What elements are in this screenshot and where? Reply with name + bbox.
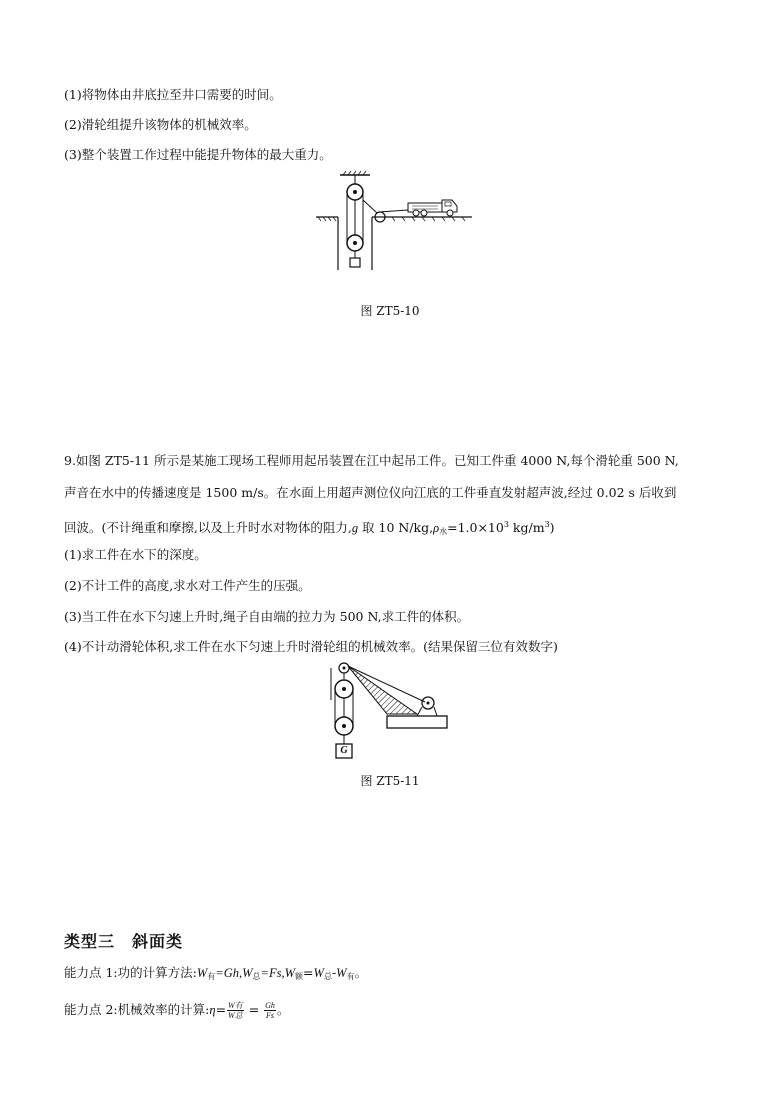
- q9-part2: (2)不计工件的高度,求水对工件产生的压强。: [64, 578, 311, 593]
- q9-part1: (1)求工件在水下的深度。: [64, 547, 207, 562]
- section-heading: 类型三 斜面类: [64, 932, 184, 951]
- efficiency-fraction-w: $\frac{\text{W有}}{\text{W总}}$: [228, 1001, 243, 1020]
- ability-point-2: 能力点 2:机械效率的计算:η= $\frac{\text{W有}}{\text{W总}}$ = $\frac{Gh}{Fs}$ 。: [64, 1001, 290, 1020]
- q8-part2: (2)滑轮组提升该物体的机械效率。: [64, 117, 257, 132]
- load-block-label: G: [340, 745, 348, 756]
- q8-part1: (1)将物体由井底拉至井口需要的时间。: [64, 87, 282, 102]
- efficiency-fraction-ghfs: $\frac{Gh}{Fs}$: [265, 1001, 275, 1020]
- figure-caption-zt5-11: 图 ZT5-11: [360, 774, 420, 788]
- figure-well-pulley-truck: [312, 170, 477, 270]
- q9-part3: (3)当工件在水下匀速上升时,绳子自由端的拉力为 500 N,求工件的体积。: [64, 609, 470, 624]
- q9-stem-line3: 回波。(不计绳重和摩擦,以及上升时水对物体的阻力,g 取 10 $N/kg,\rho_水=1.0\times 10^3$ $kg/m^3$): [64, 520, 555, 536]
- q9-stem-line2: 声音在水中的传播速度是 1500 m/s。在水面上用超声测位仪向江底的工件垂直发射超声波,经过 0.02 s 后收到: [64, 485, 677, 500]
- q9-part4: (4)不计动滑轮体积,求工件在水下匀速上升时滑轮组的机械效率。(结果保留三位有效数字): [64, 639, 558, 654]
- ability-point-1: 能力点 1:功的计算方法$:W_有=Gh,W_总=Fs,W_额=W_总-W_有$。: [64, 965, 368, 981]
- q8-part3: (3)整个装置工作过程中能提升物体的最大重力。: [64, 147, 332, 162]
- q9-stem-line1: 9.如图 ZT5-11 所示是某施工现场工程师用起吊装置在江中起吊工件。已知工件重 4000 N,每个滑轮重 500 N,: [64, 453, 679, 468]
- figure-caption-zt5-10: 图 ZT5-10: [360, 304, 420, 318]
